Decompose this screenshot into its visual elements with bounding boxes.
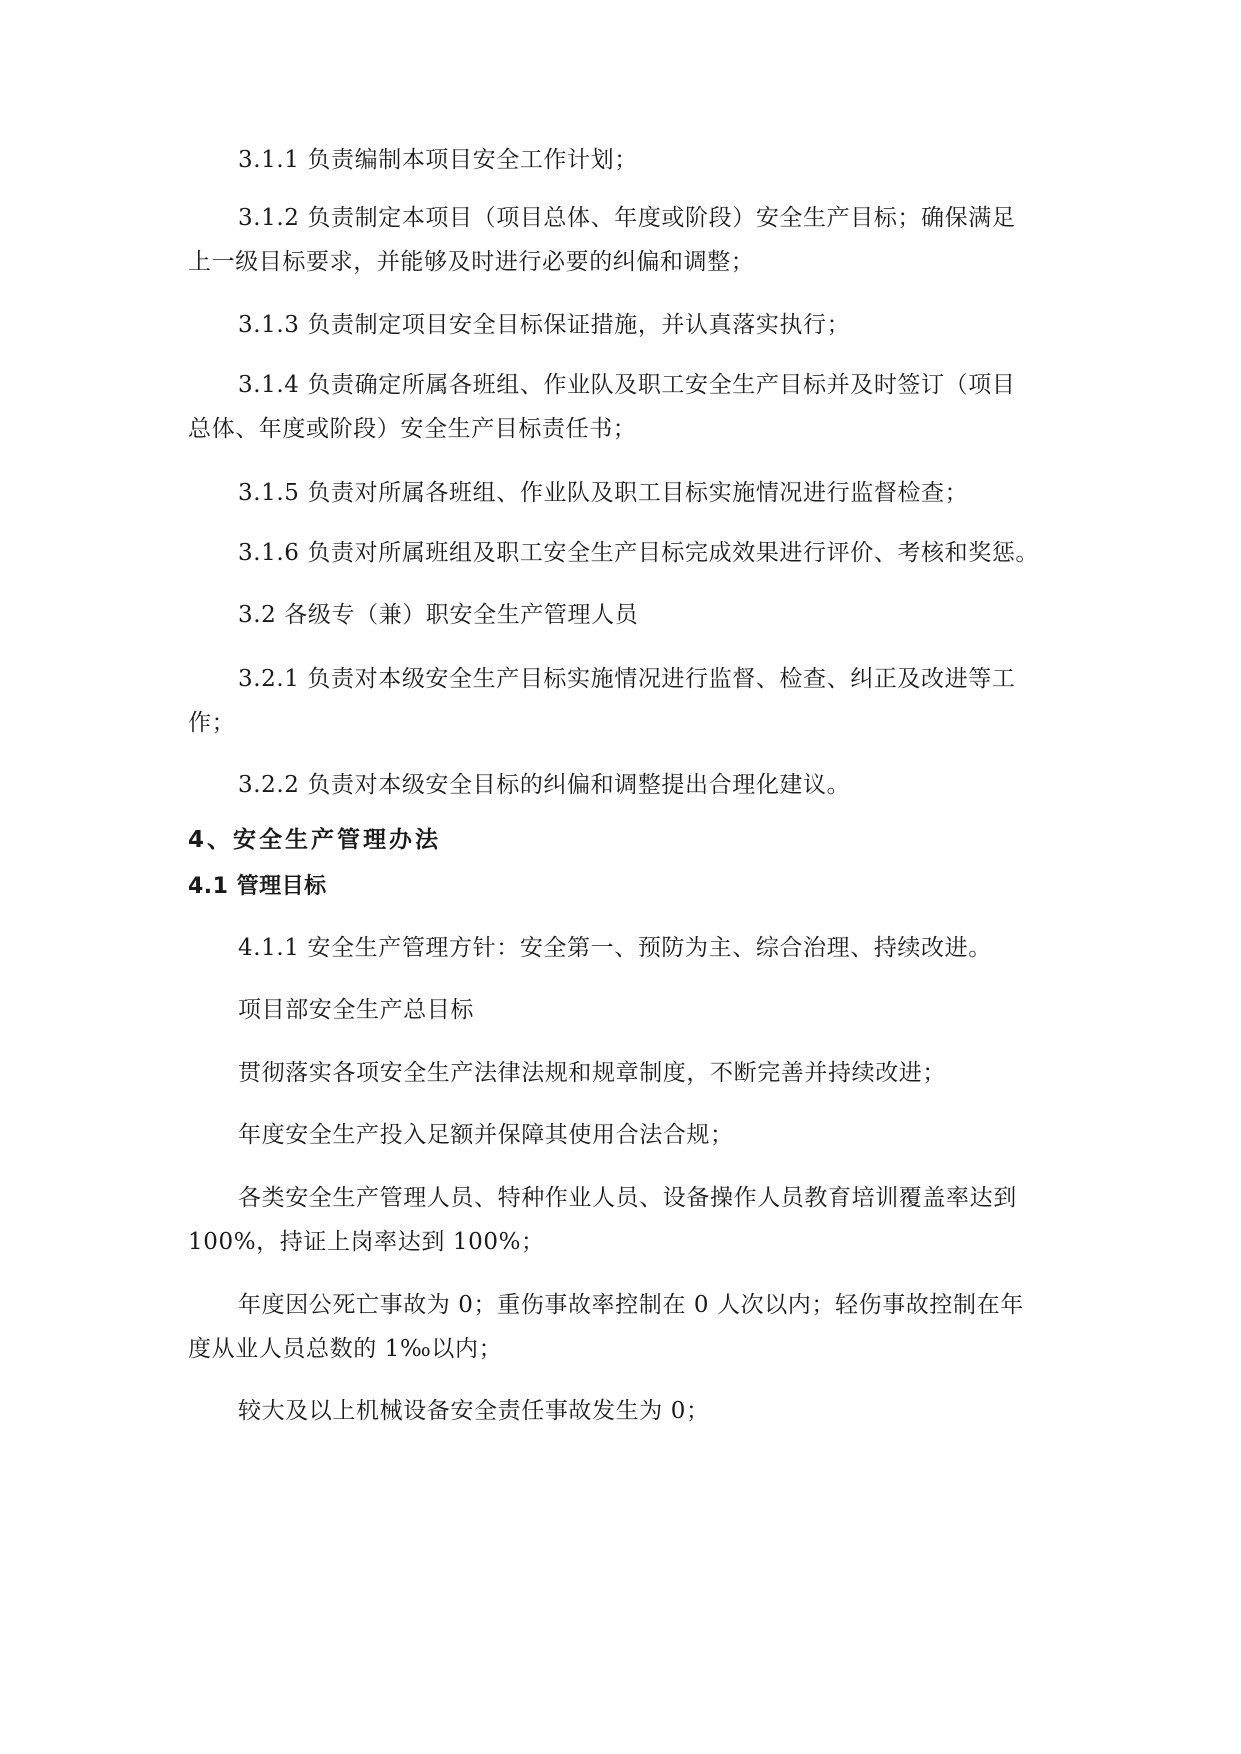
paragraph-3-1-3: 3.1.3 负责制定项目安全目标保证措施，并认真落实执行； xyxy=(238,312,851,338)
paragraph-3-2: 3.2 各级专（兼）职安全生产管理人员 xyxy=(238,602,639,628)
section-heading-4-1: 4.1 管理目标 xyxy=(188,874,327,899)
paragraph-goal-3-line1: 各类安全生产管理人员、特种作业人员、设备操作人员教育培训覆盖率达到 xyxy=(238,1185,1017,1211)
paragraph-3-2-1-line2: 作； xyxy=(188,710,236,736)
paragraph-overall-goal: 项目部安全生产总目标 xyxy=(238,997,474,1023)
paragraph-3-1-5: 3.1.5 负责对所属各班组、作业队及职工目标实施情况进行监督检查； xyxy=(238,480,969,506)
paragraph-3-2-2: 3.2.2 负责对本级安全目标的纠偏和调整提出合理化建议。 xyxy=(238,772,851,798)
section-heading-4: 4、安全生产管理办法 xyxy=(188,827,442,853)
paragraph-goal-4-line2: 度从业人员总数的 1‰以内； xyxy=(188,1336,503,1362)
paragraph-goal-2: 年度安全生产投入足额并保障其使用合法合规； xyxy=(238,1122,734,1148)
paragraph-goal-1: 贯彻落实各项安全生产法律法规和规章制度，不断完善并持续改进； xyxy=(238,1060,946,1086)
paragraph-3-1-2-line2: 上一级目标要求，并能够及时进行必要的纠偏和调整； xyxy=(188,249,755,275)
paragraph-3-1-6: 3.1.6 负责对所属班组及职工安全生产目标完成效果进行评价、考核和奖惩。 xyxy=(238,540,1040,566)
paragraph-3-1-4-line1: 3.1.4 负责确定所属各班组、作业队及职工安全生产目标并及时签订（项目 xyxy=(238,372,1016,398)
paragraph-goal-4-line1: 年度因公死亡事故为 0；重伤事故率控制在 0 人次以内；轻伤事故控制在年 xyxy=(238,1292,1024,1318)
paragraph-goal-5: 较大及以上机械设备安全责任事故发生为 0； xyxy=(238,1398,710,1424)
paragraph-4-1-1: 4.1.1 安全生产管理方针：安全第一、预防为主、综合治理、持续改进。 xyxy=(238,935,992,961)
paragraph-goal-3-line2: 100%，持证上岗率达到 100%； xyxy=(188,1229,545,1255)
paragraph-3-1-1: 3.1.1 负责编制本项目安全工作计划； xyxy=(238,147,638,173)
paragraph-3-1-2-line1: 3.1.2 负责制定本项目（项目总体、年度或阶段）安全生产目标；确保满足 xyxy=(238,205,1016,231)
paragraph-3-2-1-line1: 3.2.1 负责对本级安全生产目标实施情况进行监督、检查、纠正及改进等工 xyxy=(238,666,1016,692)
paragraph-3-1-4-line2: 总体、年度或阶段）安全生产目标责任书； xyxy=(188,416,637,442)
